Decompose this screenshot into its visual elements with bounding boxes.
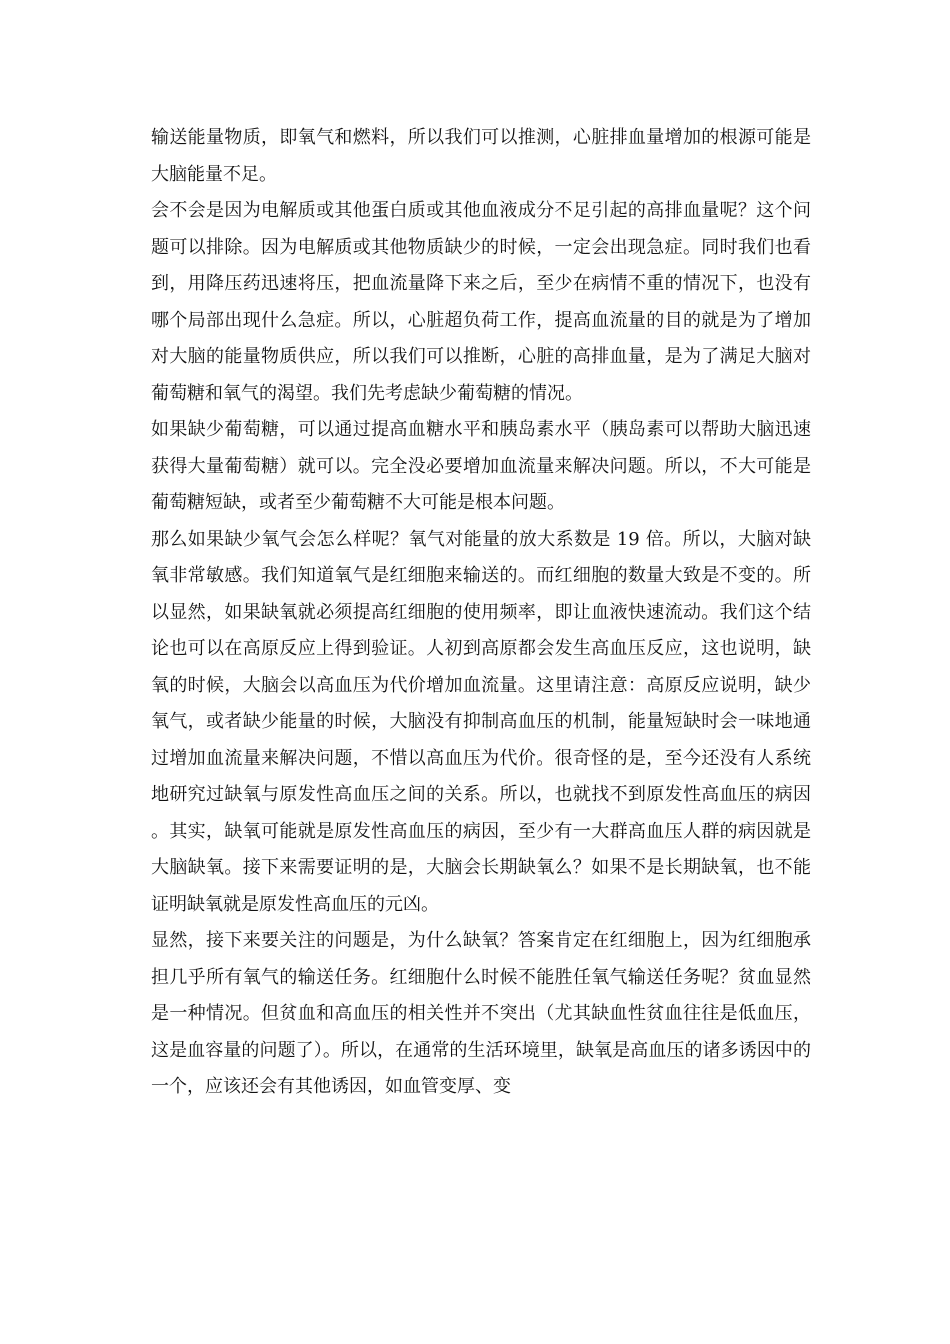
document-body: [151, 120, 811, 1106]
paragraph-5: 显然，接下来要关注的问题是，为什么缺氧？答案肯定在红细胞上，因为红细胞承担几乎所有氧气的输送任务。红细胞什么时候不能胜任氧气输送任务呢？贫血显然是一种情况。但贫血和高血压的相关性并不突出（尤其缺血性贫血往往是低血压，这是血容量的问题了）。所以，在通常的生活环境里，缺氧是高血压的诸多诱因中的一个，应该还会有其他诱因，如血管变厚、变: [151, 930, 811, 1097]
paragraph-3: 如果缺少葡萄糖，可以通过提高血糖水平和胰岛素水平（胰岛素可以帮助大脑迅速获得大量葡萄糖）就可以。完全没必要增加血流量来解决问题。所以，不大可能是葡萄糖短缺，或者至少葡萄糖不大可能是根本问题。: [151, 419, 811, 513]
paragraph-4: 那么如果缺少氧气会怎么样呢？氧气对能量的放大系数是 19 倍。所以，大脑对缺氧非常敏感。我们知道氧气是红细胞来输送的。而红细胞的数量大致是不变的。所以显然，如果缺氧就必须提高红细胞的使用频率，即让血液快速流动。我们这个结论也可以在高原反应上得到验证。人初到高原都会发生高血压反应，这也说明，缺氧的时候，大脑会以高血压为代价增加血流量。这里请注意：高原反应说明，缺少氧气，或者缺少能量的时候，大脑没有抑制高血压的机制，能量短缺时会一味地通过增加血流量来解决问题，不惜以高血压为代价。很奇怪的是，至今还没有人系统地研究过缺氧与原发性高血压之间的关系。所以，也就找不到原发性高血压的病因。其实，缺氧可能就是原发性高血压的病因，至少有一大群高血压人群的病因就是大脑缺氧。接下来需要证明的是，大脑会长期缺氧么？如果不是长期缺氧，也不能证明缺氧就是原发性高血压的元凶。: [151, 528, 811, 915]
paragraph-1: 输送能量物质，即氧气和燃料，所以我们可以推测，心脏排血量增加的根源可能是大脑能量不足。: [151, 127, 811, 185]
paragraph-2: 会不会是因为电解质或其他蛋白质或其他血液成分不足引起的高排血量呢？这个问题可以排除。因为电解质或其他物质缺少的时候，一定会出现急症。同时我们也看到，用降压药迅速将压，把血流量降下来之后，至少在病情不重的情况下，也没有哪个局部出现什么急症。所以，心脏超负荷工作，提高血流量的目的就是为了增加对大脑的能量物质供应，所以我们可以推断，心脏的高排血量，是为了满足大脑对葡萄糖和氧气的渴望。我们先考虑缺少葡萄糖的情况。: [151, 200, 811, 404]
